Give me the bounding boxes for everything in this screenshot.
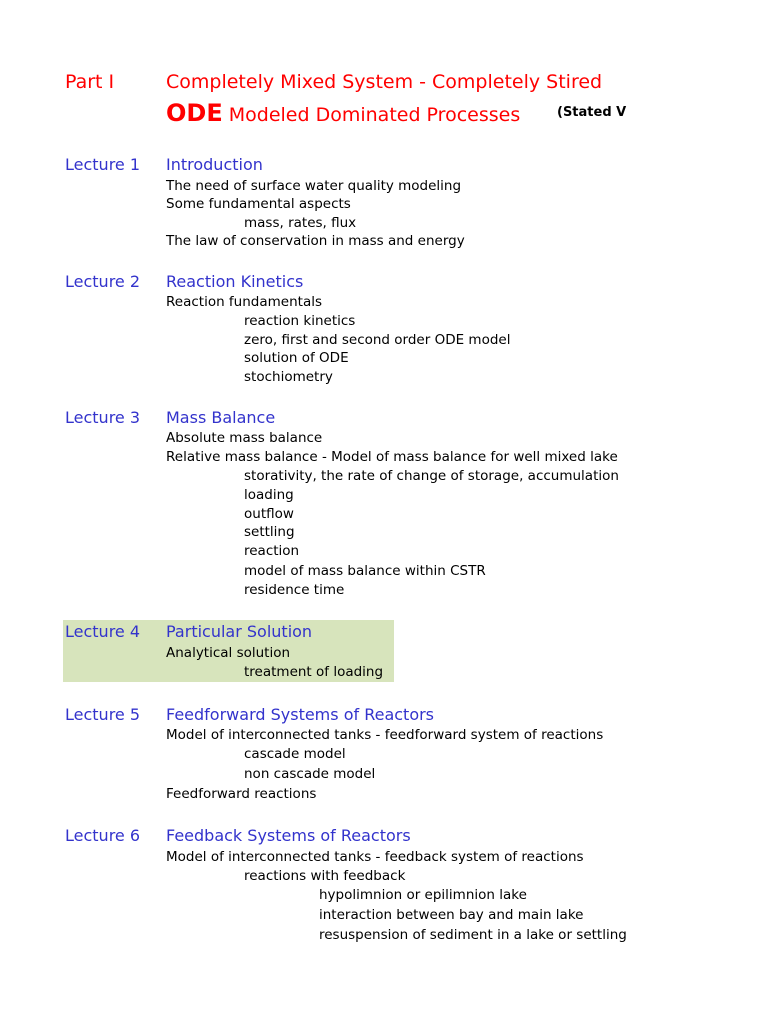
lecture-item: solution of ODE (244, 350, 349, 366)
subtitle-rest: Modeled Dominated Processes (222, 104, 521, 126)
ode-label: ODE (166, 99, 223, 127)
lecture-item: Some fundamental aspects (166, 196, 351, 212)
lecture-item: reaction (244, 543, 300, 559)
lecture-item: Relative mass balance - Model of mass balance for well mixed lake (166, 449, 618, 465)
lecture-item: reactions with feedback (244, 868, 406, 884)
lecture-title: Feedforward Systems of Reactors (166, 705, 435, 724)
part-subtitle (166, 101, 520, 125)
lecture-number: Lecture 3 (65, 408, 141, 427)
lecture-item: non cascade model (244, 766, 376, 782)
lecture-item: resuspension of sediment in a lake or settling (319, 927, 627, 943)
lecture-item: model of mass balance within CSTR (244, 563, 486, 579)
lecture-item: Model of interconnected tanks - feedforward system of reactions (166, 727, 604, 743)
lecture-title: Particular Solution (166, 622, 313, 641)
part-title: Completely Mixed System - Completely Stired (166, 71, 603, 93)
lecture-item: storativity, the rate of change of storage, accumulation (244, 468, 619, 484)
lecture-number: Lecture 6 (65, 826, 141, 845)
lecture-item: Absolute mass balance (166, 430, 323, 446)
lecture-item: treatment of loading (244, 664, 384, 680)
lecture-item: reaction kinetics (244, 313, 356, 329)
lecture-item: Model of interconnected tanks - feedback system of reactions (166, 849, 584, 865)
lecture-number: Lecture 1 (65, 155, 141, 174)
lecture-item: Analytical solution (166, 645, 291, 661)
lecture-item: hypolimnion or epilimnion lake (319, 887, 527, 903)
lecture-title: Mass Balance (166, 408, 276, 427)
lecture-item: Reaction fundamentals (166, 294, 322, 310)
lecture-item: loading (244, 487, 294, 503)
lecture-item: residence time (244, 582, 345, 598)
lecture-item: The law of conservation in mass and energy (166, 233, 465, 249)
lecture-number: Lecture 2 (65, 272, 141, 291)
lecture-title: Reaction Kinetics (166, 272, 304, 291)
lecture-item: mass, rates, flux (244, 215, 357, 231)
lecture-item: zero, first and second order ODE model (244, 332, 511, 348)
lecture-number: Lecture 4 (65, 622, 141, 641)
lecture-item: cascade model (244, 746, 346, 762)
lecture-title: Introduction (166, 155, 263, 174)
lecture-number: Lecture 5 (65, 705, 141, 724)
lecture-item: stochiometry (244, 369, 333, 385)
stated-note: (Stated V (557, 105, 627, 120)
lecture-item: settling (244, 524, 295, 540)
lecture-item: The need of surface water quality modeling (166, 178, 462, 194)
lecture-item: interaction between bay and main lake (319, 907, 584, 923)
lecture-item: outflow (244, 506, 294, 522)
part-label: Part I (65, 71, 115, 93)
lecture-item: Feedforward reactions (166, 786, 317, 802)
lecture-title: Feedback Systems of Reactors (166, 826, 411, 845)
